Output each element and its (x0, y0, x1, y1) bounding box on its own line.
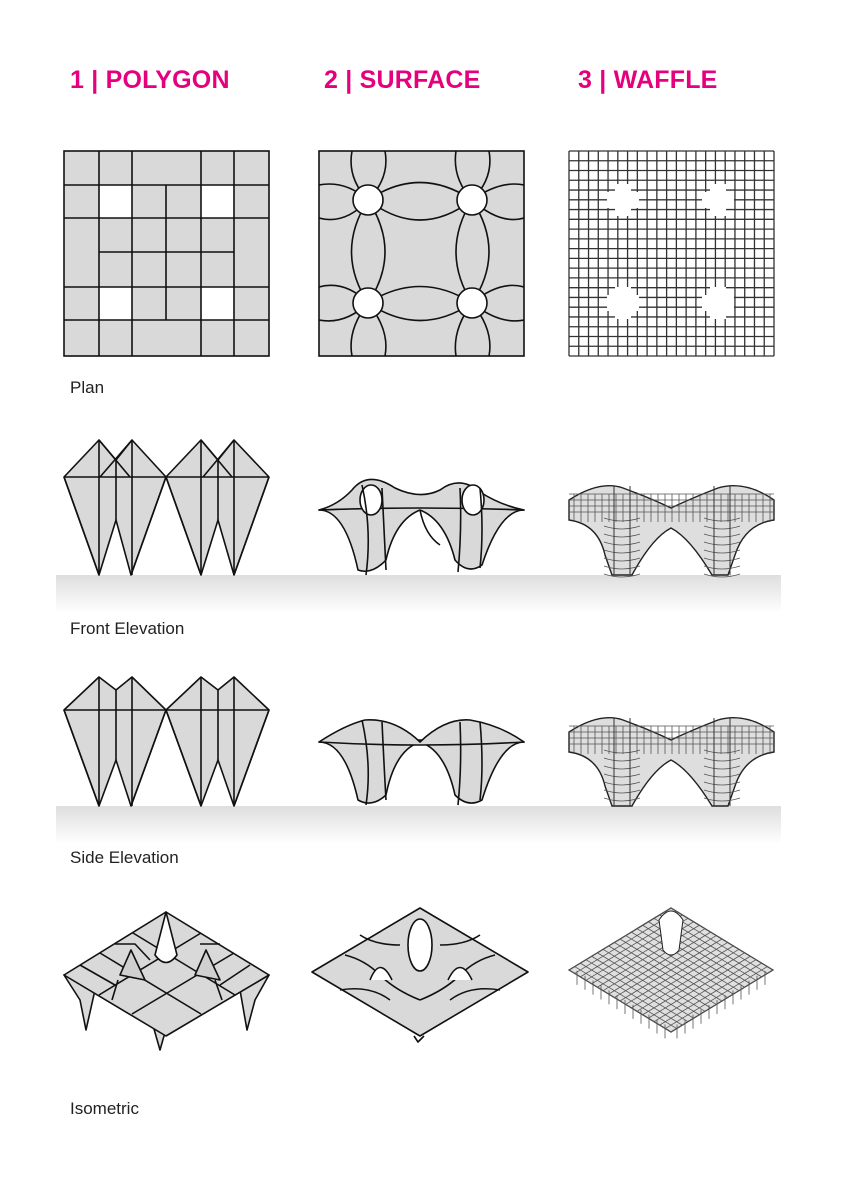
column-title-polygon: 1 | POLYGON (70, 66, 230, 94)
front-elevation-surface (319, 479, 524, 575)
row-label-plan: Plan (70, 378, 105, 397)
side-elevation-surface (319, 720, 524, 805)
isometric-polygon (64, 912, 269, 1050)
ground-strip-front (56, 575, 781, 613)
side-elevation-waffle (569, 718, 774, 806)
isometric-surface (312, 908, 528, 1042)
plan-waffle (569, 151, 774, 356)
ground-strip-side (56, 806, 781, 844)
plan-surface (319, 151, 524, 356)
column-title-waffle: 3 | WAFFLE (578, 66, 718, 94)
row-label-isometric: Isometric (70, 1099, 139, 1118)
isometric-waffle (569, 908, 773, 1038)
front-elevation-polygon (64, 440, 269, 575)
plan-polygon (64, 151, 269, 356)
column-title-surface: 2 | SURFACE (324, 66, 481, 94)
front-elevation-waffle (569, 486, 774, 577)
row-label-side-elevation: Side Elevation (70, 848, 179, 867)
side-elevation-polygon (64, 677, 269, 806)
row-label-front-elevation: Front Elevation (70, 619, 185, 638)
